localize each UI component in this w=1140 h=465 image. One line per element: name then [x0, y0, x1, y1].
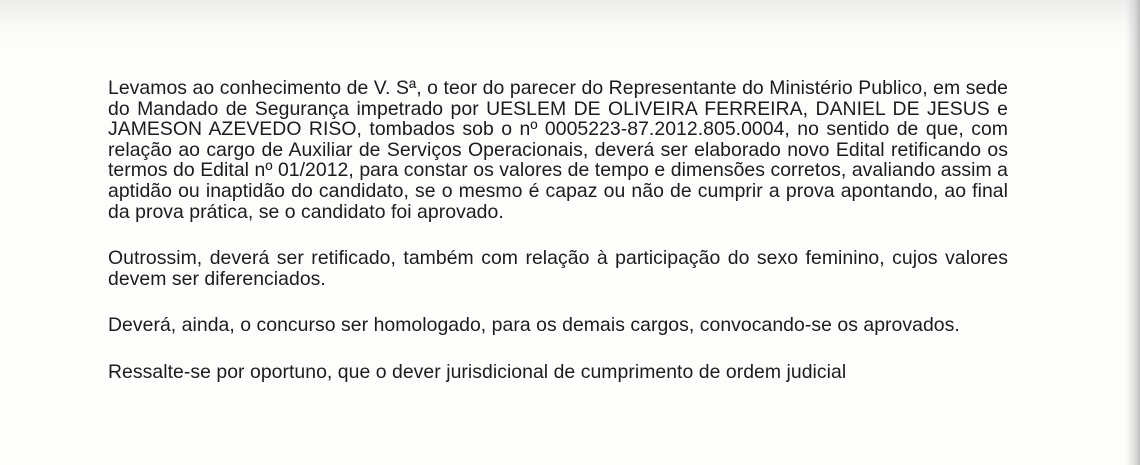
paragraph-female-participation: Outrossim, deverá ser retificado, também com relação à participação do sexo feminino, cujos valores devem ser diferenciados.	[108, 247, 1008, 290]
paragraph-homologation: Deverá, ainda, o concurso ser homologado, para os demais cargos, convocando-se os aprovados.	[108, 314, 960, 337]
scan-shadow-right-edge	[1126, 0, 1140, 465]
paragraph-cut-off: Ressalte-se por oportuno, que o dever jurisdicional de cumprimento de ordem judicial	[108, 360, 847, 383]
paragraph-notification: Levamos ao conhecimento de V. Sª, o teor do parecer do Representante do Ministério Publico, em sede do Mandado de Segurança impetrado por UESLEM DE OLIVEIRA FERREIRA, DANIEL DE JESUS e JAMESON AZEVEDO RISO, tombados sob o nº 0005223-87.2012.805.0004, no sentido de que, com relação ao cargo de Auxiliar de Serviços Operacionais, deverá ser elaborado novo Edital retificando os termos do Edital nº 01/2012, para constar os valores de tempo e dimensões corretos, avaliando assim a aptidão ou inaptidão do candidato, se o mesmo é capaz ou não de cumprir a prova apontando, ao final da prova prática, se o candidato foi aprovado.	[108, 77, 1008, 223]
document-body	[108, 78, 1008, 383]
scan-shadow-top	[0, 0, 1140, 48]
